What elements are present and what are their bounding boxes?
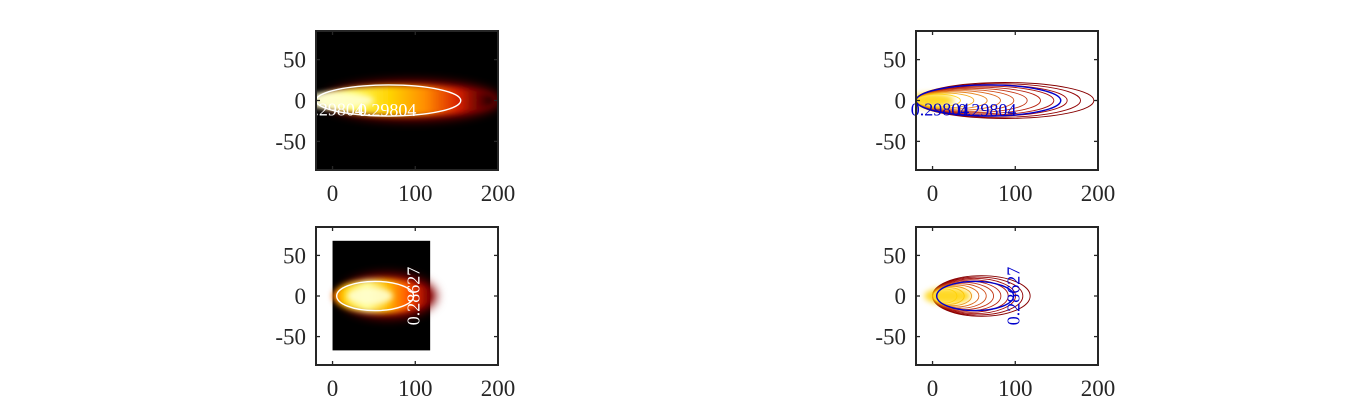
bottom-right-ytick-label: 0 bbox=[894, 284, 906, 309]
top-left-xtick-label: 0 bbox=[326, 181, 339, 206]
bottom-left-contour-label: 0.28627 bbox=[403, 266, 424, 326]
bottom-left-xtick-label: 200 bbox=[480, 376, 516, 401]
bottom-right-xtick-label: 0 bbox=[926, 376, 939, 401]
bottom-left-xtick-label: 0 bbox=[326, 376, 339, 401]
bottom-right-xtick-label: 200 bbox=[1080, 376, 1116, 401]
top-right-ytick-label: -50 bbox=[875, 129, 906, 155]
top-right-ytick-label: 0 bbox=[894, 88, 906, 114]
panel-bottom-right bbox=[875, 227, 1115, 401]
bottom-right-ytick-label: 50 bbox=[883, 243, 906, 269]
top-right-contour-label: 0.29804 bbox=[910, 99, 970, 120]
bottom-left-ytick-label: -50 bbox=[275, 324, 306, 350]
top-right-ytick-label: 50 bbox=[883, 47, 906, 73]
top-left-ytick-label: 0 bbox=[294, 88, 306, 114]
bottom-left-xtick-label: 100 bbox=[398, 376, 433, 401]
panel-top-left bbox=[275, 31, 515, 206]
top-right-contour-label: 0.29804 bbox=[957, 100, 1017, 121]
panel-top-right bbox=[875, 31, 1115, 206]
top-left-xtick-label: 200 bbox=[480, 181, 516, 206]
top-left-contour-label: .29804 bbox=[314, 99, 364, 120]
top-left-contour-label: 0.29804 bbox=[357, 100, 417, 121]
top-right-xtick-label: 100 bbox=[998, 181, 1033, 206]
bottom-left-ytick-label: 0 bbox=[294, 284, 306, 309]
top-left-xtick-label: 100 bbox=[398, 181, 433, 206]
bottom-right-contour-label: 0.28627 bbox=[1003, 266, 1024, 326]
top-left-ytick-label: -50 bbox=[275, 129, 306, 155]
top-right-xtick-label: 0 bbox=[926, 181, 939, 206]
bottom-left-ytick-label: 50 bbox=[283, 243, 306, 269]
panel-bottom-left bbox=[275, 227, 515, 401]
bottom-right-contour-core bbox=[924, 288, 970, 304]
bottom-right-ytick-label: -50 bbox=[875, 324, 906, 350]
bottom-left-heat-core bbox=[347, 287, 393, 305]
bottom-right-xtick-label: 100 bbox=[998, 376, 1033, 401]
top-right-xtick-label: 200 bbox=[1080, 181, 1116, 206]
top-left-ytick-label: 50 bbox=[283, 47, 306, 73]
